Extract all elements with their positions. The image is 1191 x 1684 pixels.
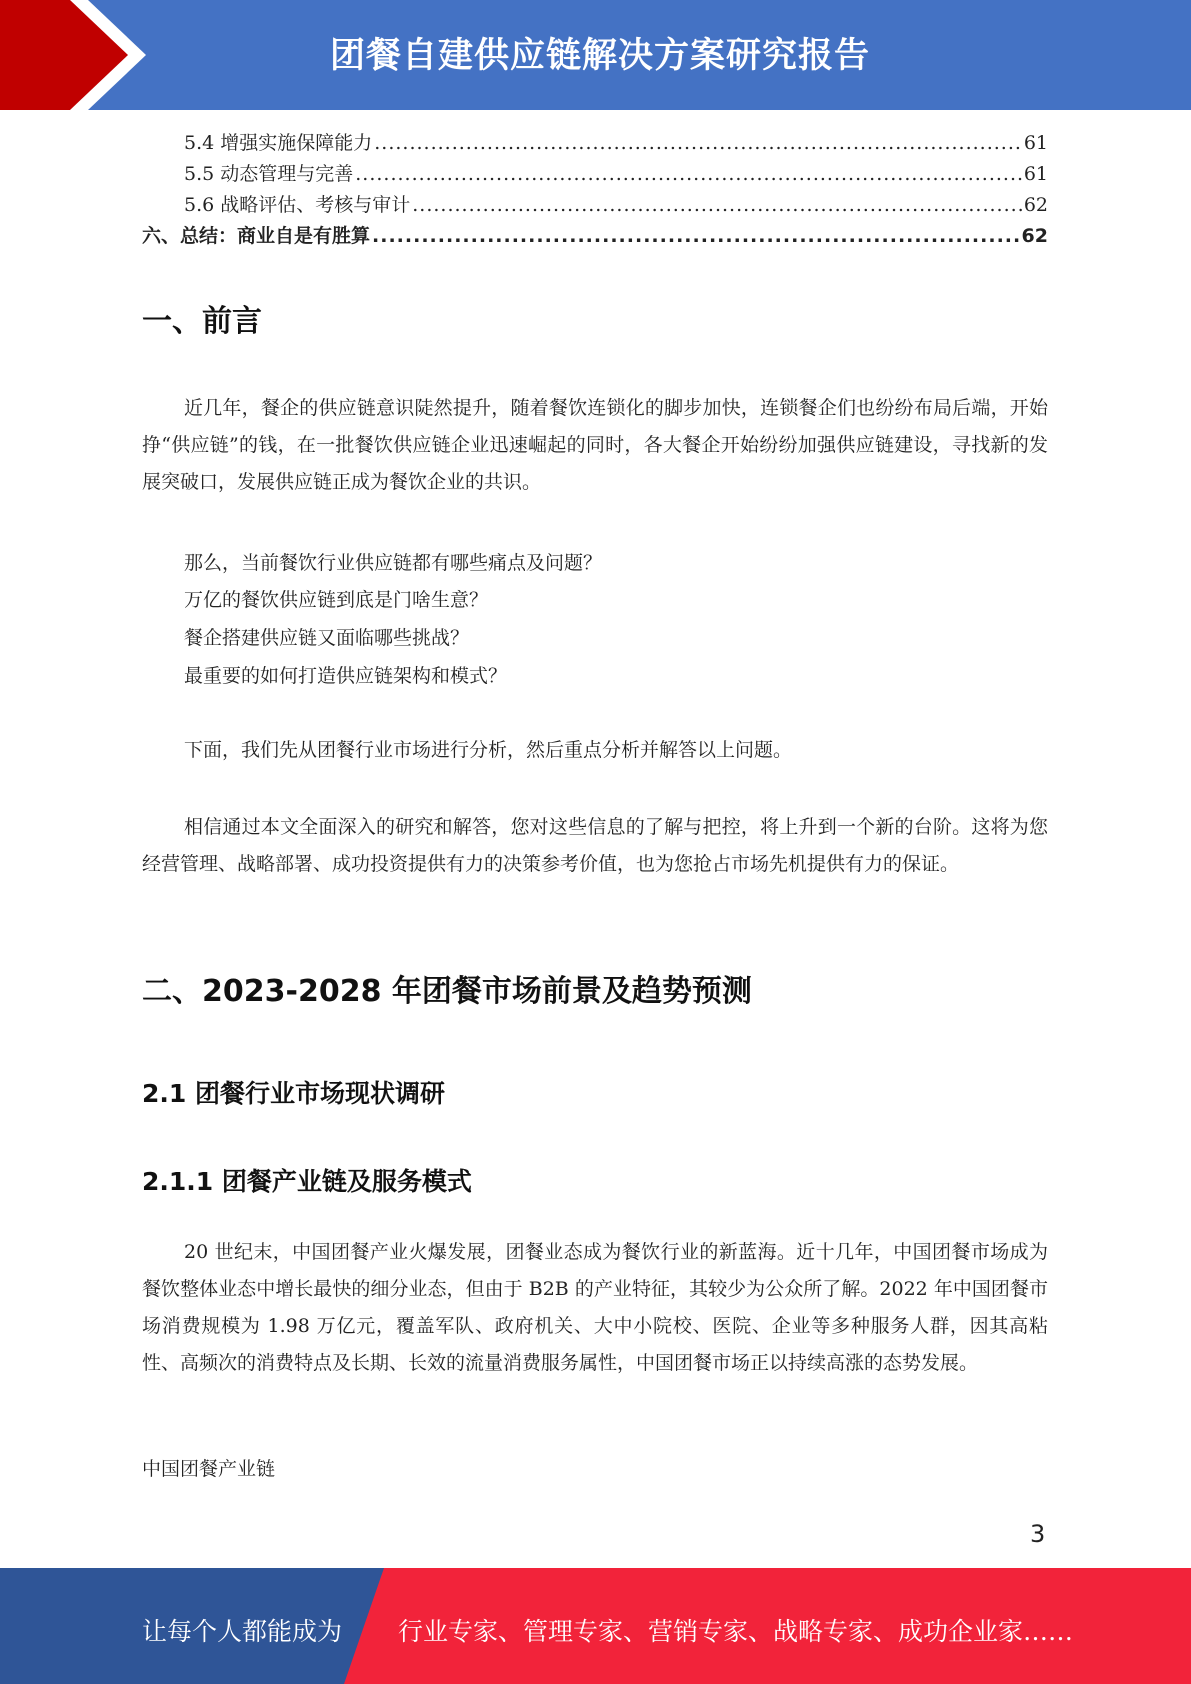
section-heading-preface: 一、前言 (142, 304, 262, 339)
question-line: 餐企搭建供应链又面临哪些挑战？ (184, 627, 470, 649)
toc-page: 62 (1021, 225, 1048, 247)
footer-slogan-left: 让每个人都能成为 (142, 1617, 343, 1646)
toc-page: 61 (1023, 132, 1048, 154)
toc-entry[interactable] (142, 221, 1048, 252)
paragraph: 相信通过本文全面深入的研究和解答，您对这些信息的了解与把控，将上升到一个新的台阶。这将为您经营管理、战略部署、成功投资提供有力的决策参考价值，也为您抢占市场先机提供有力的保证。 (142, 816, 1048, 875)
paragraph: 近几年，餐企的供应链意识陡然提升，随着餐饮连锁化的脚步加快，连锁餐企们也纷纷布局后端，开始挣“供应链”的钱，在一批餐饮供应链企业迅速崛起的同时，各大餐企开始纷纷加强供应链建设，寻找新的发展突破口，发展供应链正成为餐饮企业的共识。 (142, 397, 1048, 493)
page-header (0, 0, 1191, 110)
header-title: 团餐自建供应链解决方案研究报告 (330, 36, 871, 76)
toc-page: 62 (1023, 194, 1048, 216)
question-line: 最重要的如何打造供应链架构和模式？ (184, 665, 508, 687)
toc-page: 61 (1023, 163, 1048, 185)
toc-entry[interactable] (142, 128, 1048, 159)
toc-leader-dots (355, 163, 1022, 185)
section-heading-market-outlook: 二、2023-2028 年团餐市场前景及趋势预测 (142, 974, 752, 1009)
toc-leader-dots (372, 225, 1020, 247)
page-number: 3 (1030, 1520, 1046, 1548)
subsubsection-heading: 2.1.1 团餐产业链及服务模式 (142, 1167, 472, 1196)
question-line: 那么，当前餐饮行业供应链都有哪些痛点及问题？ (184, 552, 603, 574)
page-footer (0, 1568, 1191, 1684)
toc-label: 六、总结：商业自是有胜算 (142, 225, 371, 247)
toc-entry[interactable] (142, 190, 1048, 221)
paragraph: 20 世纪末，中国团餐产业火爆发展，团餐业态成为餐饮行业的新蓝海。近十几年，中国团餐市场成为餐饮整体业态中增长最快的细分业态，但由于 B2B 的产业特征，其较少为公众所了解。2022 年中国团餐市场消费规模为 1.98 万亿元，覆盖军队、政府机关、大中小院校、医院、企业等多种服务人群，因其高粘性、高频次的消费特点及长期、长效的流量消费服务属性，中国团餐市场正以持续高涨的态势发展。 (142, 1241, 1048, 1374)
footer-slogan-right: 行业专家、管理专家、营销专家、战略专家、成功企业家…… (398, 1617, 1074, 1646)
toc-label: 5.4 增强实施保障能力 (184, 132, 373, 154)
toc-label: 5.6 战略评估、考核与审计 (184, 194, 411, 216)
toc-label: 5.5 动态管理与完善 (184, 163, 354, 185)
toc-entry[interactable] (142, 159, 1048, 190)
table-of-contents (142, 128, 1048, 252)
figure-label: 中国团餐产业链 (142, 1458, 276, 1480)
subsection-heading: 2.1 团餐行业市场现状调研 (142, 1079, 445, 1108)
toc-leader-dots (374, 132, 1022, 154)
question-line: 万亿的餐饮供应链到底是门啥生意？ (184, 589, 489, 611)
paragraph: 下面，我们先从团餐行业市场进行分析，然后重点分析并解答以上问题。 (184, 739, 793, 761)
toc-leader-dots (412, 194, 1022, 216)
